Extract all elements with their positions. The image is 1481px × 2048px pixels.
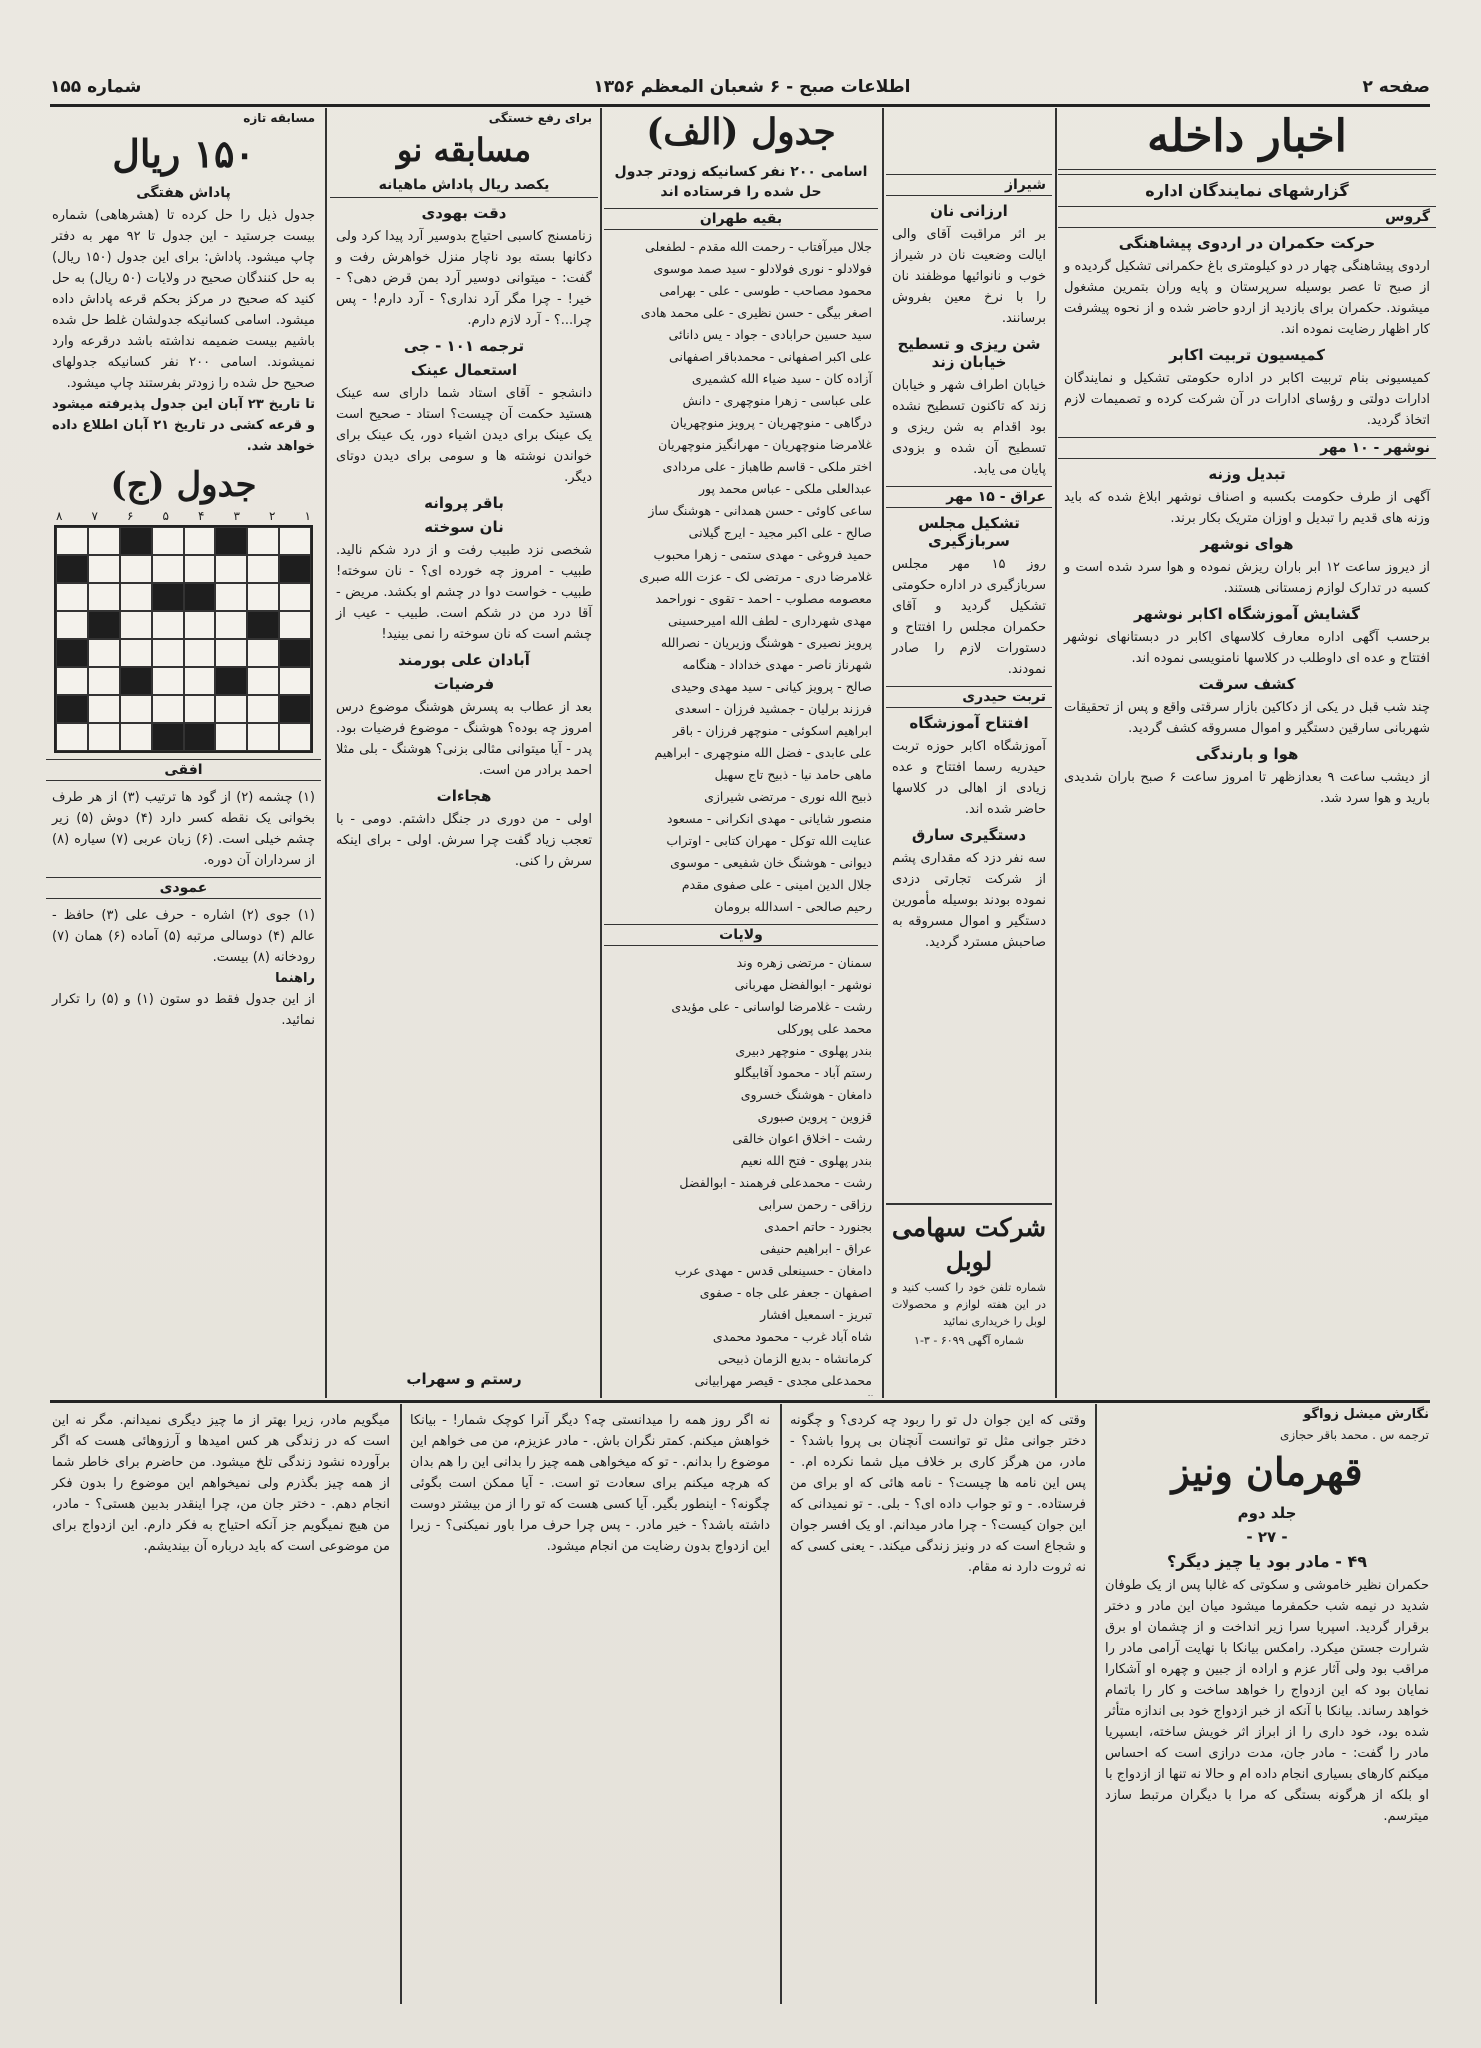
column-rule xyxy=(600,108,602,1398)
list-item: شاه آباد غرب - محمود محمدی xyxy=(712,1329,872,1344)
crossword-cell[interactable] xyxy=(152,527,184,555)
crossword-cell[interactable] xyxy=(120,639,152,667)
chapter-heading: ۴۹ - مادر بود یا چیز دیگر؟ xyxy=(1167,1552,1367,1571)
news-heading: گشایش آموزشگاه اکابر نوشهر xyxy=(1133,605,1361,623)
puzzle-winners-column xyxy=(604,108,878,1396)
crossword-cell[interactable] xyxy=(247,555,279,583)
issue-number: شماره ۱۵۵ xyxy=(50,77,142,97)
column-rule xyxy=(400,1404,402,2004)
serial-story-continued xyxy=(784,1404,1092,2004)
crossword-cell[interactable] xyxy=(215,695,247,723)
list-item: صالح - علی اکبر مجید - ایرج گیلانی xyxy=(688,525,872,540)
list-item: رحیم صالحی - اسدالله برومان xyxy=(714,899,872,914)
crossword-cell[interactable] xyxy=(152,639,184,667)
list-item: اختر ملکی - قاسم طاهباز - علی مردادی xyxy=(662,459,872,474)
joke-body: بعد از عطاب به پسرش هوشنگ موضوع درس امروز چه بوده؟ هوشنگ - موضوع فرضیات بود. پدر - آیا میتوانی مثالی بزنی؟ هوشنگ - بلی مثلا احمد برادر من است. xyxy=(336,700,592,778)
list-item: ساعی کاوئی - حسن همدانی - هوشنگ ساز xyxy=(648,503,872,518)
crossword-cell[interactable] xyxy=(279,611,311,639)
serial-story-continued xyxy=(404,1404,776,2004)
list-item: سمنان - مرتضی زهره وند xyxy=(736,955,872,970)
ad-number: شماره آگهی ۶۰۹۹ - ۳-۱ xyxy=(914,1334,1024,1347)
crossword-cell[interactable] xyxy=(184,639,216,667)
list-item: رشت - اخلاق اعوان خالقی xyxy=(732,1131,872,1146)
serial-story-column xyxy=(1099,1404,1435,2004)
joke-heading: هجاءات xyxy=(436,787,492,805)
joke-heading: ترجمه ۱۰۱ - جی xyxy=(403,337,525,355)
city-tag: شیراز xyxy=(886,174,1052,196)
crossword-block xyxy=(279,639,311,667)
grid-number: ۸ xyxy=(56,509,63,523)
list-item: علی اکبر اصفهانی - محمدباقر اصفهانی xyxy=(669,349,872,364)
column-rule xyxy=(882,108,884,1398)
crossword-title: جدول (ج) xyxy=(110,465,257,505)
news-body: از دیروز ساعت ۱۲ ابر باران ریزش نموده و هوا سرد شده است و کسبه در تدارک لوازم زمستانی هستند. xyxy=(1064,560,1430,596)
grid-number: ۴ xyxy=(198,509,205,523)
list-item: غلامرضا منوچهریان - مهرانگیز منوچهریان xyxy=(658,437,872,452)
list-item: جلال میرآفتاب - رحمت الله مقدم - لطفعلی xyxy=(645,239,872,254)
list-item: رستم آباد - محمود آقابیگلو xyxy=(734,1065,872,1080)
list-item: رشت - محمدعلی فرهمند - ابوالفضل xyxy=(679,1175,872,1190)
story-volume: جلد دوم xyxy=(1237,1504,1297,1522)
grid-number: ۳ xyxy=(233,509,240,523)
list-item: ماهی حامد نیا - ذبیح تاج سهیل xyxy=(714,767,872,782)
crossword-cell[interactable] xyxy=(120,611,152,639)
crossword-cell[interactable] xyxy=(88,639,120,667)
list-item: محمد علی پورکلی xyxy=(777,1021,872,1036)
crossword-block xyxy=(56,695,88,723)
crossword-cell[interactable] xyxy=(88,695,120,723)
crossword-cell[interactable] xyxy=(215,611,247,639)
winners-list xyxy=(610,952,872,1396)
news-body: اردوی پیشاهنگی چهار در دو کیلومتری باغ حکمرانی تشکیل گردیده و از صبح تا عصر بوسیله سرپرستان و پایه وران بتمرین مشغول میشوند. حکمران برای بازدید از اردو حاضر شده و از نحوه پیشرفت کار اظهار رضایت نموده اند. xyxy=(1064,259,1430,337)
news-body: از دیشب ساعت ۹ بعدازظهر تا امروز ساعت ۶ صبح باران شدیدی بارید و هوا سرد شد. xyxy=(1064,770,1430,806)
list-item: ابراهیم اسکوئی - منوچهر فرزان - باقر xyxy=(672,723,872,738)
clues-across: (۱) چشمه (۲) از گود ها ترتیب (۳) از هر طرف بخوانی یک نقطه کسر دارد (۴) دوش (۵) زیر چشم خیلی است. (۶) زبان عربی (۷) سیاره (۸) از سرداران آن دوره. xyxy=(52,790,315,868)
crossword-column xyxy=(46,108,321,1396)
ornament-rule xyxy=(1058,169,1436,175)
author-tag: نگارش میشل زواگو xyxy=(1303,1407,1429,1422)
list-item: منصور شایانی - مهدی انکرانی - مسعود xyxy=(667,811,872,826)
joke-body: شخصی نزد طبیب رفت و از درد شکم نالید. طبیب - امروز چه خورده ای؟ - نان سوخته! طبیب - خواست دوا در چشم او بکشد. مریض - آقا درد من در شکم است. طبیب - عیب از چشم است که نان سوخته را نمی بینید! xyxy=(336,543,592,642)
joke-heading: استعمال عینک xyxy=(410,361,518,379)
list-item: ذبیح الله نوری - مرتضی شیرازی xyxy=(704,789,872,804)
section-divider xyxy=(50,1400,1430,1403)
group-label: بقیه طهران xyxy=(604,208,878,230)
crossword-cell[interactable] xyxy=(88,723,120,751)
crossword-cell[interactable] xyxy=(279,723,311,751)
crossword-cell[interactable] xyxy=(120,583,152,611)
list-item: اصغر بیگی - حسن نظیری - علی محمد هادی xyxy=(640,305,872,320)
list-item: قزوین - پروین صبوری xyxy=(757,1109,872,1124)
news-body: سه نفر دزد که مقداری پشم از شرکت تجارتی دزدی نموده بودند بوسیله مأمورین دستگیر و اموال مسروقه به صاحبش مسترد گردید. xyxy=(892,851,1046,950)
prize-amount: ۱۵۰ ریال xyxy=(112,131,255,176)
news-heading: حرکت حکمران در اردوی پیشاهنگی xyxy=(1118,234,1376,252)
section-title: مسابقه نو xyxy=(396,131,532,169)
list-item: غلامرضا دری - مرتضی لک - عزت الله صبری xyxy=(639,569,872,584)
list-item: علی عابدی - فضل الله منوچهری - ابراهیم xyxy=(654,745,872,760)
list-item: سید حسین حرابادی - جواد - یس دانائی xyxy=(668,327,872,342)
list-item: صالح - پرویز کیانی - سید مهدی وحیدی xyxy=(671,679,872,694)
grid-number: ۱ xyxy=(304,509,311,523)
crossword-block xyxy=(56,639,88,667)
crossword-block xyxy=(247,611,279,639)
prize-subtitle: پاداش هفتگی xyxy=(136,185,231,201)
guide-label: راهنما xyxy=(275,971,315,986)
list-item: کرمانشاه - بدیع الزمان ذبیحی xyxy=(717,1351,872,1366)
list-item: رزاقی - رحمن سرابی xyxy=(758,1197,872,1212)
crossword-block xyxy=(56,555,88,583)
column-rule xyxy=(1095,1404,1097,2004)
joke-heading: دقت بهودی xyxy=(421,204,507,222)
page-label: صفحه ۲ xyxy=(1362,77,1430,97)
crossword-cell[interactable] xyxy=(247,639,279,667)
list-item xyxy=(610,1392,872,1396)
humor-contest-column xyxy=(330,108,598,1396)
grid-number: ۶ xyxy=(127,509,134,523)
list-item: شهرناز ناصر - مهدی خداداد - هنگامه xyxy=(682,657,872,672)
crossword-block xyxy=(279,555,311,583)
crossword-cell[interactable] xyxy=(88,555,120,583)
crossword-cell[interactable] xyxy=(247,583,279,611)
story-episode: - ۲۷ - xyxy=(1246,1528,1288,1546)
column-rule xyxy=(780,1404,782,2004)
crossword-cell[interactable] xyxy=(56,667,88,695)
regional-news-column xyxy=(886,108,1052,1396)
city-tag: گروس xyxy=(1058,206,1436,228)
crossword-cell[interactable] xyxy=(247,723,279,751)
crossword-cell[interactable] xyxy=(120,555,152,583)
crossword-block xyxy=(120,667,152,695)
crossword-cell[interactable] xyxy=(56,723,88,751)
crossword-cell[interactable] xyxy=(184,527,216,555)
news-body: آگهی از طرف حکومت بکسبه و اصناف نوشهر ابلاغ شده که باید وزنه های قدیم را تبدیل و اوزان متریک بکار برند. xyxy=(1064,490,1430,526)
list-item: بندر پهلوی - منوچهر دبیری xyxy=(735,1043,872,1058)
clues-down: (۱) جوی (۲) اشاره - حرف علی (۳) حافظ - عالم (۴) دوسالی مرتبه (۵) آماده (۶) همان (۷) رودخانه (۸) بیست. xyxy=(52,908,315,965)
list-item: عنایت الله توکل - مهران کتابی - اوتراب xyxy=(666,833,872,848)
joke-body: زنامسنج کاسبی احتیاج بدوسیر آرد پیدا کرد ولی دکانها بسته بود ناچار منزل خواهرش رفت و گفت: - میتوانی دوسیر آرد بمن قرض دهی؟ - خیر! - چرا مگر آرد نداری؟ - آرد دارم! - پس چرا...؟ - آرد لازم دارم. xyxy=(336,229,592,328)
section-intro: اسامی ۲۰۰ نفر کسانیکه زودتر جدول حل شده را فرستاده اند xyxy=(614,164,868,200)
page-header xyxy=(50,70,1430,107)
crossword-cell[interactable] xyxy=(152,555,184,583)
news-body: خیابان اطراف شهر و خیابان زند که تاکنون تسطیح نشده بود اقدام به شن ریزی و تسطیح آن شده و بزودی پایان می یابد. xyxy=(892,378,1046,477)
edition-line: اطلاعات صبح - ۶ شعبان المعظم ۱۳۵۶ xyxy=(593,77,911,97)
group-label: ولایات xyxy=(604,924,878,946)
crossword-cell[interactable] xyxy=(88,527,120,555)
crossword-block xyxy=(184,723,216,751)
crossword-block xyxy=(215,527,247,555)
story-body: وقتی که این جوان دل تو را ربود چه کردی؟ و چگونه دختر جوانی مثل تو توانست آنچنان بی پروا باشد؟ - مادر، من هرگز کاری بر خلاف میل شما نکرده ام. - پس این نامه ها چیست؟ - نامه هائی که او برای من فرستاده. - و تو جواب داده ای؟ - بلی. - تو نمیدانی که این جوان کیست؟ - چرا مادر میدانم. او یک افسر جوان و شجاع است که در ونیز زندگی میکند. - یعنی کسی که نه ثروت دارد نه مقام. xyxy=(790,1413,1086,1575)
section-title: اخبار داخله xyxy=(1147,111,1347,162)
crossword-block xyxy=(279,695,311,723)
list-item: عراق - ابراهیم حنیفی xyxy=(760,1241,872,1256)
crossword-block xyxy=(120,527,152,555)
story-body: حکمران نظیر خاموشی و سکوتی که غالبا پس از یک طوفان شدید در نیمه شب حکمفرما میشود میان این مادر و دختر برقرار گردید. اسپریا سرا زیر انداخت و از چشمان او برق شرارت جستن میکرد. رامکس بیانکا با نهایت آرامی مادر را مراقب بود ولی آثار عزم و اراده از جبین و چهره او آشکارا نمایان بود که این ازدواج را خواهد ساخت و کار را باتمام خواهد رساند. بیانکا با آنکه از خبر ازدواج خود بی اندازه متأثر شده بود، خود داری را از ابراز اثر خویش ساخته، ابسپریا مادر را گفت: - مادر جان، مدت درازی است که احساس میکنم کارهای بسیاری انجام داده ام و حالا نه تنها از ازدواج با او بلکه از هرگونه بستگی که مرا با دیگران مرتبط سازد میترسم. xyxy=(1105,1578,1429,1824)
crossword-cell[interactable] xyxy=(120,723,152,751)
city-tag: تربت حیدری xyxy=(886,686,1052,708)
news-heading: تشکیل مجلس سربازگیری xyxy=(918,514,1020,550)
list-item: مهدی شهرداری - لطف الله امیرحسینی xyxy=(668,613,872,628)
joke-body: دانشجو - آقای استاد شما دارای سه عینک هستید حکمت آن چیست؟ استاد - صحیح است یک عینک برای دیدن اشیاء دور، یک عینک برای خواندن نوشته ها و سومی برای دیدن دوتای دیگر. xyxy=(336,386,592,485)
news-body: آموزشگاه اکابر حوزه تربت حیدریه رسما افتتاح و عده زیادی از اهالی در کلاسها حاضر شده اند. xyxy=(892,739,1046,817)
news-body: برحسب آگهی اداره معارف کلاسهای اکابر در دبستانهای نوشهر افتتاح و عده ای داوطلب در کلاسها نامنویسی نموده اند. xyxy=(1064,630,1430,666)
list-item: اصفهان - جعفر علی جاه - صفوی xyxy=(699,1285,872,1300)
list-item: فرزند برلیان - جمشید فرزان - اسعدی xyxy=(674,701,872,716)
news-heading: تبدیل وزنه xyxy=(1208,465,1286,483)
crossword-cell[interactable] xyxy=(88,583,120,611)
list-item: فولادلو - نوری فولادلو - سید صمد موسوی xyxy=(653,261,872,276)
crossword-cell[interactable] xyxy=(279,667,311,695)
section-subtitle: گزارشهای نمایندگان اداره xyxy=(1145,181,1349,200)
joke-heading: آبادان علی بورمند xyxy=(398,651,530,669)
list-item: دیوانی - هوشنگ خان شفیعی - موسوی xyxy=(670,855,872,870)
crossword-cell[interactable] xyxy=(56,611,88,639)
list-item: پرویز نصیری - هوشنگ وزیریان - نصرالله xyxy=(660,635,872,650)
news-heading: شن ریزی و تسطیح خیابان زند xyxy=(897,335,1041,371)
joke-heading: فرضیات xyxy=(433,675,495,693)
joke-heading: باقر پروانه xyxy=(424,494,504,512)
clue-label-down: عمودی xyxy=(46,877,321,899)
list-item: بندر پهلوی - فتح الله نعیم xyxy=(740,1153,872,1168)
winners-list xyxy=(610,236,872,918)
topline: مسابقه تازه xyxy=(243,111,315,125)
news-body: بر اثر مراقبت آقای والی ایالت وضعیت نان در شیراز خوب و نانوائیها موظفند نان را با نرخ معین بفروش برسانند. xyxy=(892,227,1046,326)
list-item: دامغان - حسینعلی قدس - مهدی عرب xyxy=(674,1263,872,1278)
news-heading: دستگیری سارق xyxy=(911,826,1027,844)
section-subtitle: یکصد ریال پاداش ماهیانه xyxy=(330,177,598,198)
crossword-cell[interactable] xyxy=(56,527,88,555)
crossword-cell[interactable] xyxy=(120,695,152,723)
topline: برای رفع خستگی xyxy=(488,111,592,125)
list-item: دامغان - هوشنگ خسروی xyxy=(740,1087,872,1102)
news-body: کمیسیونی بنام تربیت اکابر در اداره حکومتی تشکیل و نمایندگان ادارات دولتی و رؤسای ادارات در آن شرکت کرده و تصمیمات لازم اتخاذ گردید. xyxy=(1064,371,1430,428)
joke-body: اولی - من دوری در جنگل داشتم. دومی - با تعجب زیاد گفت چرا سرش. اولی - برای اینکه سرش را کنی. xyxy=(336,812,592,869)
guide-text: از این جدول فقط دو ستون (۱) و (۵) را تکرار نمائید. xyxy=(52,992,315,1028)
crossword-cell[interactable] xyxy=(184,667,216,695)
city-tag: نوشهر - ۱۰ مهر xyxy=(1058,437,1436,459)
crossword-block xyxy=(152,583,184,611)
list-item: محمدعلی مجدی - قیصر مهرابیانی xyxy=(694,1373,872,1388)
list-item: جلال الدین امینی - علی صفوی مقدم xyxy=(681,877,872,892)
ad-text: شماره تلفن خود را کسب کنید و در این هفته لوازم و محصولات لوبل را خریداری نمائید xyxy=(892,1281,1046,1328)
crossword-cell[interactable] xyxy=(215,555,247,583)
column-rule xyxy=(325,108,327,1398)
news-heading: ارزانی نان xyxy=(930,202,1008,220)
grid-number: ۲ xyxy=(269,509,276,523)
crossword-cell[interactable] xyxy=(152,611,184,639)
crossword-cell[interactable] xyxy=(279,583,311,611)
story-title: قهرمان ونیز xyxy=(1171,1449,1363,1494)
grid-number: ۵ xyxy=(162,509,169,523)
news-body: روز ۱۵ مهر مجلس سربازگیری در اداره حکومتی تشکیل گردید و آقای حکمران مجلس را افتتاح و دستورات لازم را صادر نمودند. xyxy=(892,557,1046,677)
city-tag: عراق - ۱۵ مهر xyxy=(886,486,1052,508)
news-heading: هوای نوشهر xyxy=(1200,535,1294,553)
crossword-cell[interactable] xyxy=(247,527,279,555)
crossword-cell[interactable] xyxy=(215,583,247,611)
crossword-cell[interactable] xyxy=(152,695,184,723)
grid-column-numbers xyxy=(56,509,311,523)
news-heading: کشف سرقت xyxy=(1198,675,1296,693)
story-body: نه اگر روز همه را میدانستی چه؟ دیگر آنرا کوچک شمار! - بیانکا خواهش میکنم. کمتر نگران باش. - مادر عزیزم، من می خواهم این موضوع را بدانم. - تو که میخواهی همه چیز را بدانی این را هم بدان که هرچه میکنم برای سعادت تو است. - آیا ممکن است بگوئی چگونه؟ - اینطور بگیر. آیا کسی هست که تو را از من بیشتر دوست داشته باشد؟ - خیر مادر. - پس چرا حرف مرا باور نمیکنی؟ - زیرا این ازدواج بدون رضایت من انجام میشود. xyxy=(410,1413,770,1554)
crossword-cell[interactable] xyxy=(247,667,279,695)
list-item: نوشهر - ابوالفضل مهربانی xyxy=(734,977,872,992)
story-body: میگویم مادر، زیرا بهتر از ما چیز دیگری نمیدانم. مگر نه این است که در زندگی هر کس امیدها و آرزوهائی هست که اگر برآورده نشود زندگی تلخ میشود. من حاضرم برای خاطر شما از همه چیز بگذرم ولی نمیخواهم این موضوع را بدون فکر انجام دهم. - دختر جان من، چرا اینقدر بدبین هستی؟ - مادر، من هیچ نمیگویم جز آنکه احتیاج به فکر دارم. این ازدواج برای من موضوعی است که باید درباره آن بیندیشم. xyxy=(52,1413,390,1554)
contest-rules: جدول ذیل را حل کرده تا (هشرهاهی) شماره بیست جرستید - این جدول تا ۹۲ مهر به دفتر چاپ میشود. پاداش: برای این جدول (۱۵۰ ریال) به حل کنندگان صحیح در ولایات (۵۰ ریال) به حل کنید که صحیح در مرکز بحکم قرعه پاداش داده میشود. اسامی کسانیکه جدولشان غلط حل شده باشیم بیست ضمیمه نداشته باشد درقرعه وارد نمیشوند. اسامی ۲۰۰ نفر کسانیکه جدولهای صحیح حل شده را زودتر بفرستند چاپ میشود. xyxy=(52,208,315,391)
list-item: حمید فروغی - مهدی ستمی - زهرا محبوب xyxy=(653,547,872,562)
crossword-block xyxy=(215,667,247,695)
ad-title: شرکت سهامی لوبل xyxy=(891,1213,1047,1276)
crossword-cell[interactable] xyxy=(215,639,247,667)
list-item: علی عباسی - زهرا منوچهری - دانش xyxy=(682,393,872,408)
clue-label-across: افقی xyxy=(46,759,321,781)
news-heading: هوا و بارندگی xyxy=(1195,745,1299,763)
crossword-block xyxy=(152,723,184,751)
news-heading: افتتاح آموزشگاه xyxy=(909,714,1029,732)
domestic-news-column xyxy=(1058,108,1436,1396)
list-item: رشت - غلامرضا لواسانی - علی مؤیدی xyxy=(671,999,872,1014)
list-item: معصومه مصلوب - احمد - تقوی - نوراحمد xyxy=(655,591,872,606)
list-item: عبدالعلی ملکی - عباس محمد پور xyxy=(698,481,872,496)
crossword-block xyxy=(88,611,120,639)
advertisement xyxy=(886,1203,1052,1351)
crossword-cell[interactable] xyxy=(279,527,311,555)
crossword-grid[interactable] xyxy=(54,525,313,753)
list-item: درگاهی - منوچهریان - پرویز منوچهریان xyxy=(670,415,872,430)
list-item: محمود مصاحب - طوسی - علی - بهرامی xyxy=(659,283,872,298)
joke-heading: نان سوخته xyxy=(424,518,504,536)
column-rule xyxy=(1055,108,1057,1398)
news-heading: کمیسیون تربیت اکابر xyxy=(1169,346,1325,364)
crossword-cell[interactable] xyxy=(152,667,184,695)
crossword-cell[interactable] xyxy=(88,667,120,695)
crossword-cell[interactable] xyxy=(247,695,279,723)
serial-story-continued xyxy=(46,1404,396,2004)
grid-number: ۷ xyxy=(91,509,98,523)
list-item: بجنورد - حاتم احمدی xyxy=(764,1219,872,1234)
contest-deadline: تا تاریخ ۲۳ آبان این جدول پذیرفته میشود و قرعه کشی در تاریخ ۲۱ آبان اطلاع داده خواهد شد. xyxy=(52,397,316,454)
crossword-cell[interactable] xyxy=(184,695,216,723)
crossword-block xyxy=(184,583,216,611)
news-body: چند شب قبل در یکی از دکاکین بازار سرقتی واقع و پس از تحقیقات شهربانی سارقین دستگیر و اموال مسروقه کشف گردید. xyxy=(1064,700,1430,736)
list-item: آزاده کان - سید ضیاء الله کشمیری xyxy=(691,371,872,386)
footer-caption: رستم و سهراب xyxy=(406,1370,522,1388)
crossword-cell[interactable] xyxy=(56,583,88,611)
crossword-cell[interactable] xyxy=(184,555,216,583)
section-title: جدول (الف) xyxy=(646,111,836,153)
translator: ترجمه س . محمد باقر حجازی xyxy=(1279,1428,1429,1442)
crossword-cell[interactable] xyxy=(184,611,216,639)
list-item: تبریز - اسمعیل افشار xyxy=(760,1307,872,1322)
crossword-cell[interactable] xyxy=(215,723,247,751)
